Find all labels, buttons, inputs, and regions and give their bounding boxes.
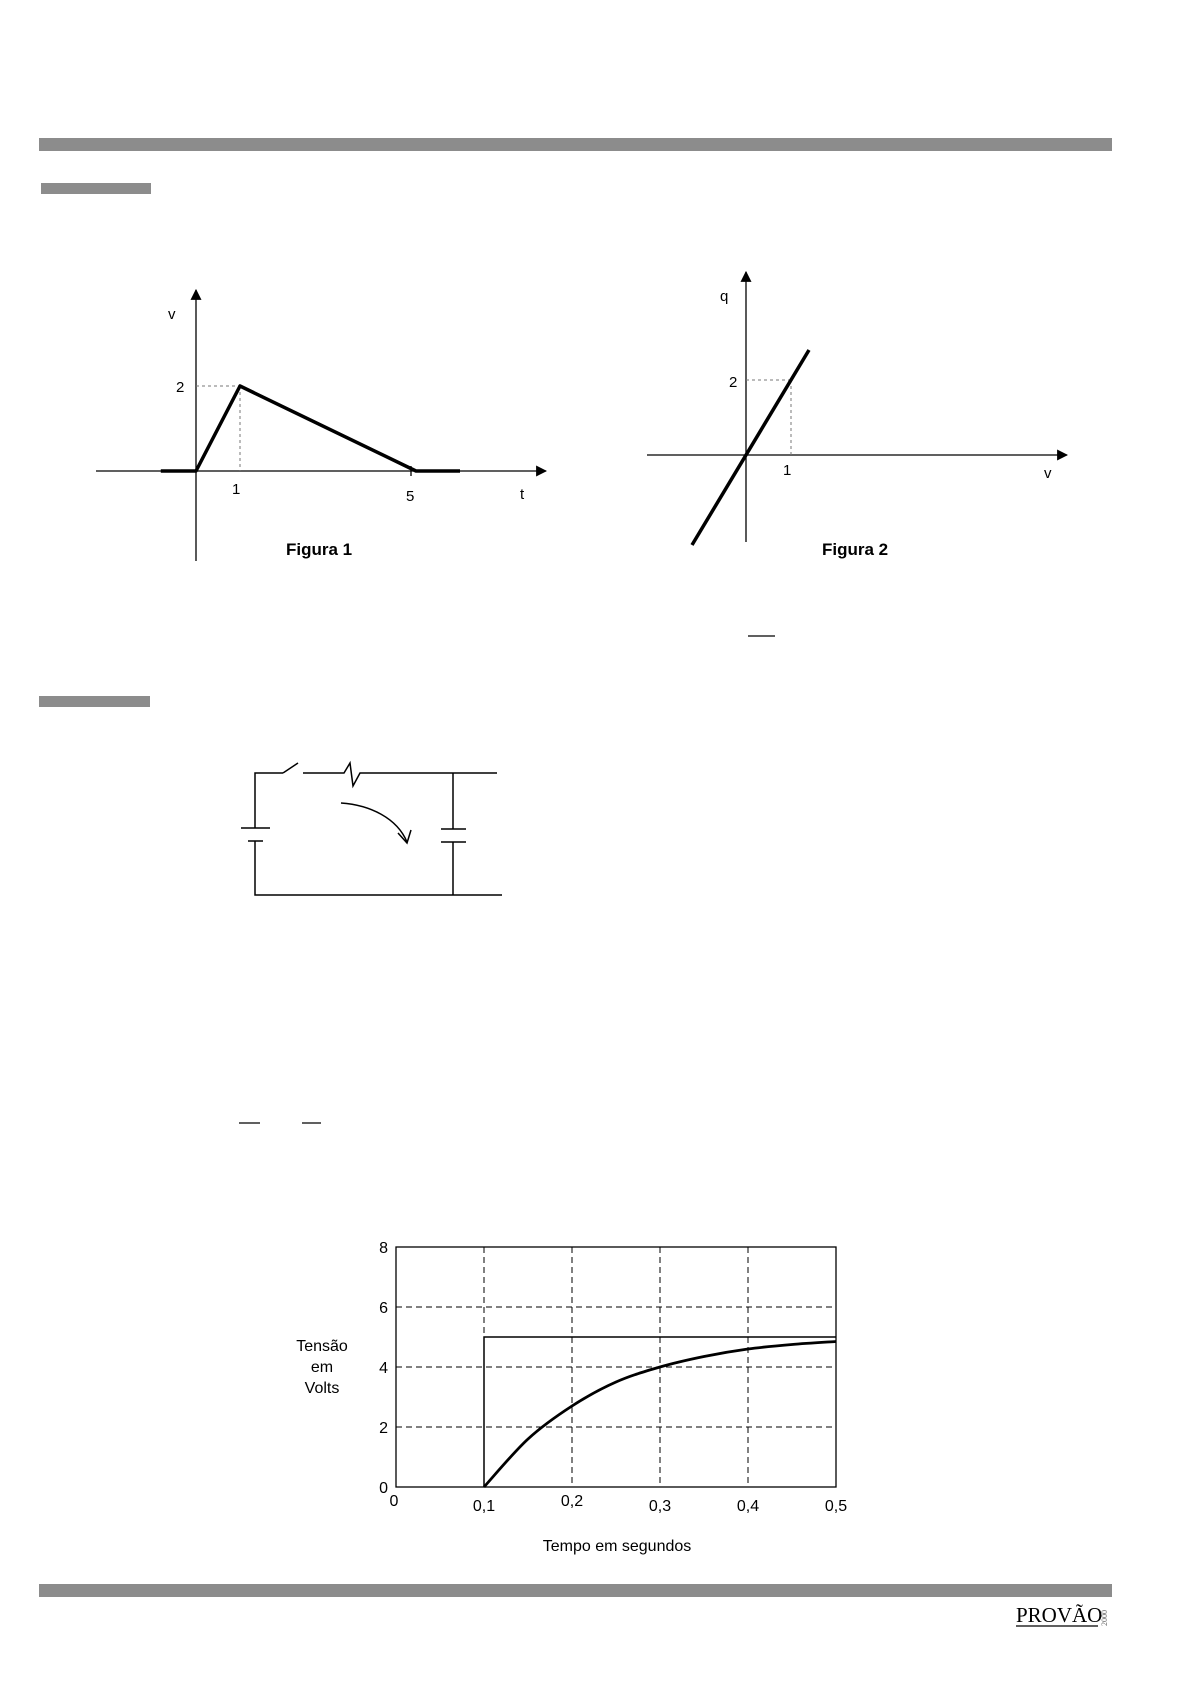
chart-x-axis-label: Tempo em segundos (542, 1538, 692, 1555)
fig1-tick-label-1: 1 (232, 481, 241, 498)
fig2-y-label: q (720, 288, 729, 305)
y-axis-label-line: Tensão (296, 1338, 348, 1355)
fig2-x-label: v (1044, 465, 1052, 482)
y-tick-label: 2 (379, 1420, 388, 1437)
provao-logo-text: PROVÃO (1016, 1603, 1103, 1627)
x-tick-label: 0,1 (472, 1498, 496, 1515)
fig1-tick-label-2: 2 (176, 379, 185, 396)
y-axis-label-line: Volts (304, 1380, 340, 1397)
fig1-y-label: v (168, 306, 176, 323)
capacitor-voltage-curve (484, 1342, 836, 1488)
x-tick-label: 0,4 (736, 1498, 760, 1515)
y-tick-label: 6 (379, 1300, 388, 1317)
fig2-tick-label-2: 2 (729, 374, 738, 391)
fig2-caption: Figura 2 (822, 540, 889, 559)
x-tick-label: 0,2 (560, 1493, 584, 1510)
provao-logo-year: 2000 (1100, 1610, 1109, 1626)
y-tick-label: 8 (379, 1240, 388, 1257)
y-tick-label: 0 (379, 1480, 388, 1497)
fig2-tick-label-1: 1 (783, 462, 792, 479)
y-axis-label-line: em (310, 1359, 334, 1376)
fig1-caption: Figura 1 (286, 540, 353, 559)
x-tick-label: 0,3 (648, 1498, 672, 1515)
x-tick-label: 0,5 (824, 1498, 848, 1515)
fig1-tick-label-5: 5 (406, 488, 415, 505)
fig1-x-label: t (520, 486, 525, 503)
provao-logo (1014, 1600, 1110, 1630)
y-tick-label: 4 (379, 1360, 388, 1377)
x-tick-label: 0 (389, 1493, 399, 1510)
